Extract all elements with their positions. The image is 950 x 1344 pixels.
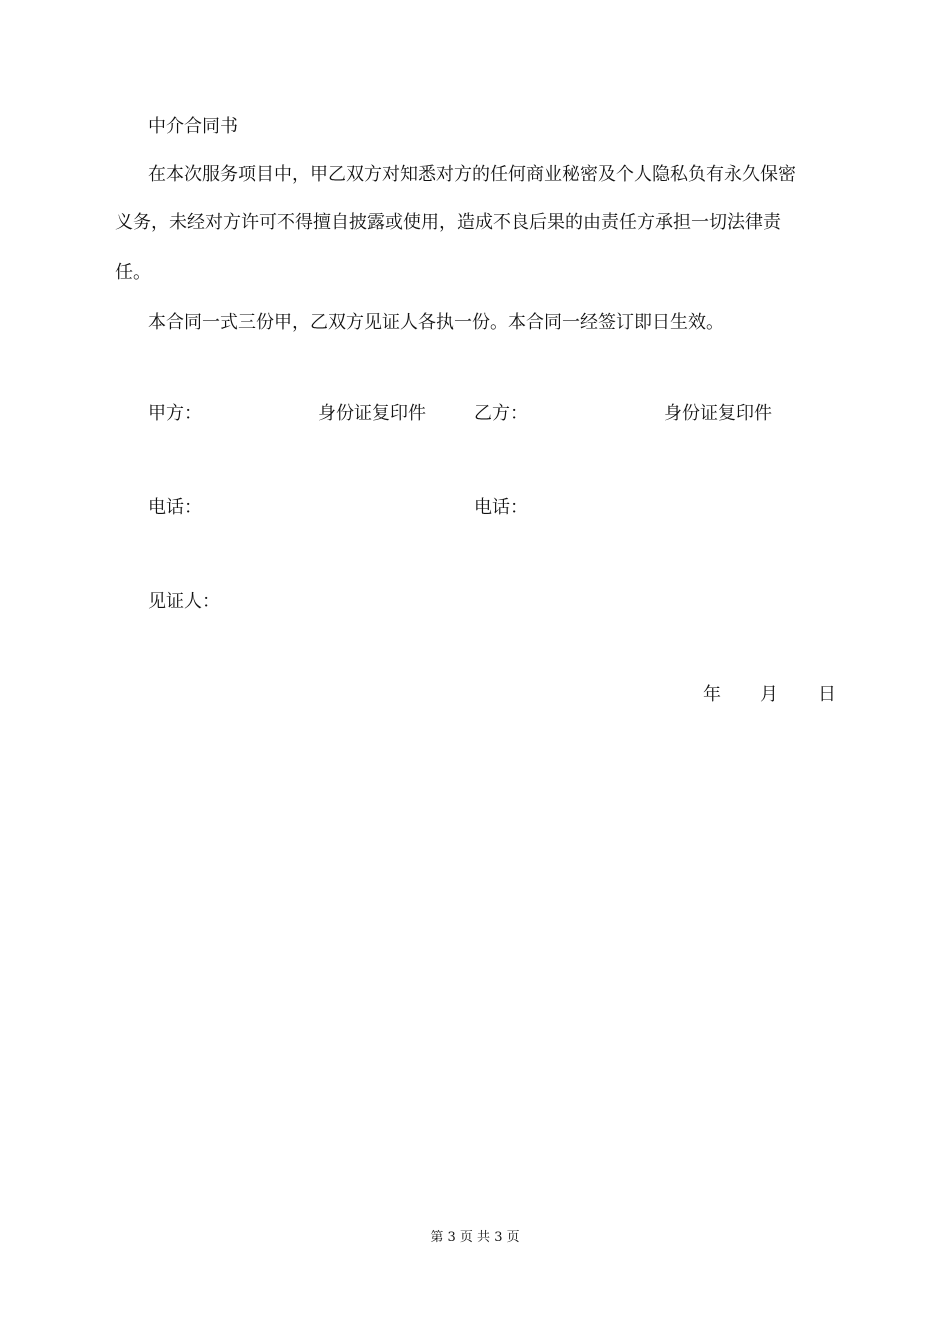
date-month-label: 月 [760, 684, 778, 705]
party-a-label: 甲方： [148, 403, 202, 424]
confidentiality-paragraph-line-2: 义务，未经对方许可不得擅自披露或使用，造成不良后果的由责任方承担一切法律责 [115, 212, 781, 233]
page-number-footer: 第 3 页 共 3 页 [430, 1230, 520, 1245]
date-day-label: 日 [818, 684, 836, 705]
party-b-id-copy-label: 身份证复印件 [664, 403, 772, 424]
copies-paragraph: 本合同一式三份甲，乙双方见证人各执一份。本合同一经签订即日生效。 [148, 312, 724, 333]
party-a-id-copy-label: 身份证复印件 [318, 403, 426, 424]
party-a-phone-label: 电话： [148, 497, 202, 518]
document-title: 中介合同书 [148, 116, 238, 137]
confidentiality-paragraph-line-3: 任。 [115, 262, 151, 283]
party-b-label: 乙方： [474, 403, 528, 424]
party-b-phone-label: 电话： [474, 497, 528, 518]
witness-label: 见证人： [148, 591, 220, 612]
confidentiality-paragraph-line-1: 在本次服务项目中，甲乙双方对知悉对方的任何商业秘密及个人隐私负有永久保密 [148, 164, 796, 185]
date-year-label: 年 [703, 684, 721, 705]
